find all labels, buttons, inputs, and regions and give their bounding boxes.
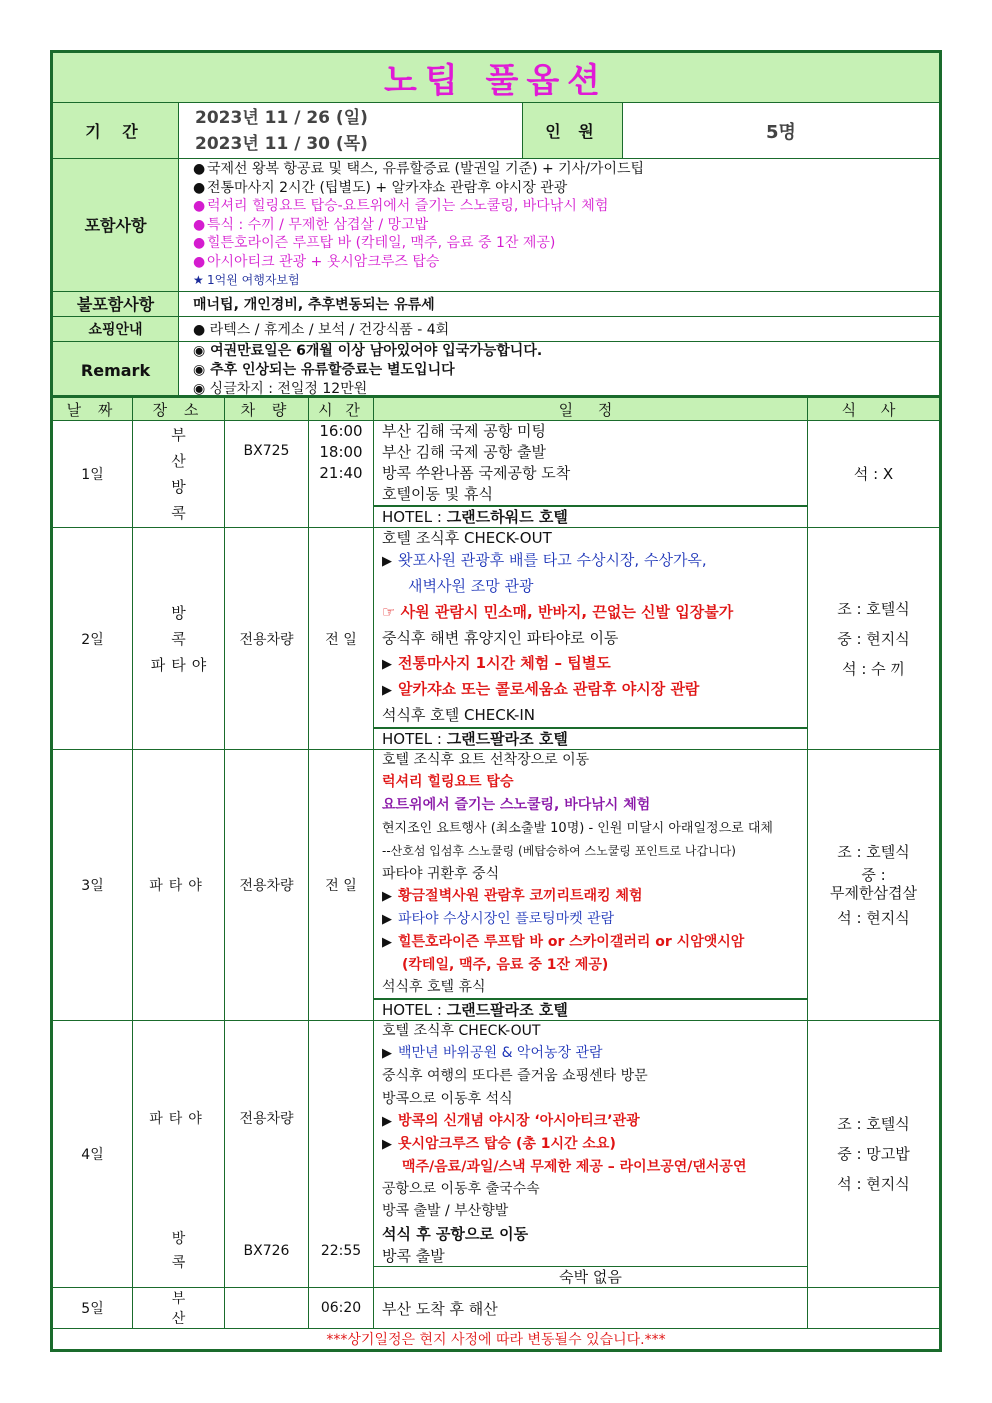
day3-time: 전 일: [309, 750, 374, 1021]
day3-meals: [808, 750, 940, 1021]
time-value: 22:55: [320, 1243, 362, 1259]
schedule-line: ▶ 황금절벽사원 관람후 코끼리트래킹 체험: [382, 888, 643, 904]
day3-place: 파타야: [133, 750, 225, 1021]
schedule-line: 석식후 호텔 CHECK-IN: [382, 706, 536, 724]
meal-item: 석 : 현지식: [837, 1175, 910, 1193]
schedule-line: 새벽사원 조망 관광: [408, 577, 534, 595]
day5-row: [53, 1288, 940, 1329]
place-name: 방 콕: [171, 478, 212, 522]
schedule-line: 방콕 쑤완나폼 국제공항 도착: [382, 464, 571, 482]
day1-vehicle: BX725: [225, 421, 309, 528]
day5-meal: [808, 1288, 940, 1329]
triangle-icon: ▶: [382, 1114, 392, 1129]
schedule-line: 럭셔리 힐링요트 탑승: [382, 774, 514, 790]
day1-hotel: HOTEL : 그랜드하워드 호텔: [374, 505, 807, 527]
time-value: 18:00: [319, 443, 363, 461]
schedule-line: ▶ 방콕의 신개념 야시장 ‘아시아티크’관광: [382, 1113, 640, 1129]
meal-item: 조 : 호텔식: [837, 843, 910, 861]
footer-note: ***상기일정은 현지 사정에 따라 변동될수 있습니다.***: [53, 1329, 940, 1350]
meal-item: 조 : 호텔식: [837, 1115, 910, 1133]
schedule-line: 호텔 조식후 요트 선착장으로 이동: [382, 752, 590, 768]
schedule-line: ☞ 사원 관람시 민소매, 반바지, 끈없는 신발 입장불가: [382, 603, 734, 621]
meal-item: 석 : 수 끼: [842, 659, 905, 678]
day4-row: [53, 1021, 940, 1288]
schedule-line: ▶ 왓포사원 관광후 배를 타고 수상시장, 수상가옥,: [382, 551, 707, 569]
day2-label: 2일: [53, 528, 133, 750]
time-value: 16:00: [319, 422, 363, 440]
schedule-line: 석식후 호텔 휴식: [382, 979, 486, 995]
header-time: 시 간: [309, 398, 374, 421]
meal-item: 중 : 망고밥: [837, 1145, 910, 1163]
included-item: ★ 1억원 여행자보험: [193, 273, 300, 287]
header-place: 장 소: [133, 398, 225, 421]
schedule-line: 방콕으로 이동후 석식: [382, 1091, 513, 1107]
day5-vehicle: [225, 1288, 309, 1329]
schedule-line: ▶ 전통마사지 1시간 체험 – 팁별도: [382, 654, 611, 672]
day4-meals: [808, 1021, 940, 1288]
day2-hotel: HOTEL : 그랜드팔라조 호텔: [374, 727, 807, 749]
schedule-line: 요트위에서 즐기는 스노쿨링, 바다낚시 체험: [382, 797, 651, 813]
schedule-line: 파타야 귀환후 중식: [382, 866, 500, 882]
day4-time: [309, 1021, 374, 1288]
schedule-line: 공항으로 이동후 출국수속: [382, 1181, 540, 1197]
included-label: 포함사항: [53, 159, 179, 292]
day2-vehicle: 전용차량: [225, 528, 309, 750]
shopping-label: 쇼핑안내: [53, 316, 179, 341]
schedule-line: 방콕 출발: [382, 1247, 445, 1265]
header-schedule: 일 정: [374, 398, 808, 421]
place-name: 파타야: [149, 1111, 208, 1127]
schedule-line: 중식후 여행의 또다른 즐거움 쇼핑센타 방문: [382, 1068, 648, 1084]
included-item: ● 전통마사지 2시간 (팁별도) + 알카쟈쇼 관람후 야시장 관광: [193, 179, 568, 196]
schedule-line: ▶ 알카쟈쇼 또는 콜로세움쇼 관람후 야시장 관람: [382, 680, 700, 698]
day1-row: [53, 421, 940, 528]
day2-schedule: [374, 528, 808, 750]
schedule-line: (칵테일, 맥주, 음료 중 1잔 제공): [402, 957, 609, 973]
day1-times: [309, 421, 374, 528]
day3-label: 3일: [53, 750, 133, 1021]
end-date: 2023년 11 / 30 (목): [195, 133, 368, 154]
vehicle-value: 전용차량: [239, 1111, 294, 1127]
day1-meal: 석 : X: [808, 421, 940, 528]
meal-item: 무제한삼겹살: [830, 884, 917, 902]
schedule-line: ▶ 백만년 바위공원 & 악어농장 관람: [382, 1045, 603, 1061]
schedule-line: ▶ 파타야 수상시장인 플로팅마켓 관람: [382, 911, 615, 927]
vehicle-value: BX726: [243, 1243, 290, 1259]
schedule-line: 호텔이동 및 휴식: [382, 485, 493, 503]
excluded-label: 불포함사항: [53, 291, 179, 316]
remark-list: [179, 341, 940, 399]
day4-vehicles: [225, 1021, 309, 1288]
day4-schedule: [374, 1021, 808, 1288]
shopping-text: ● 라텍스 / 휴게소 / 보석 / 건강식품 - 4회: [179, 316, 940, 341]
place-name: 부 산: [171, 426, 212, 470]
day5-place: 부 산: [133, 1288, 225, 1329]
triangle-icon: ▶: [382, 657, 392, 672]
place-name: 방 콕: [171, 1231, 212, 1271]
schedule-line: 부산 김해 국제 공항 미팅: [382, 422, 546, 440]
place-name: 파타야: [150, 655, 213, 674]
page-title: 노팁 풀옵션: [383, 61, 609, 101]
title-cell: [53, 53, 940, 103]
day5-schedule: 부산 도착 후 해산: [374, 1288, 808, 1329]
period-label: 기 간: [53, 103, 179, 159]
remark-item: ◉ 싱글차지 : 전일정 12만원: [193, 380, 368, 397]
day1-places: [133, 421, 225, 528]
place-name: 방 콕: [171, 603, 212, 648]
included-item: ● 특식 : 수끼 / 무제한 삼겹살 / 망고밥: [193, 216, 429, 233]
schedule-line: 부산 김해 국제 공항 출발: [382, 443, 546, 461]
meal-item: 조 : 호텔식: [837, 599, 910, 618]
day1-label: 1일: [53, 421, 133, 528]
excluded-text: 매너팁, 개인경비, 추후변동되는 유류세: [179, 291, 940, 316]
triangle-icon: ▶: [382, 889, 392, 904]
schedule-line: 호텔 조식후 CHECK-OUT: [382, 529, 552, 547]
schedule-line: --산호섬 입섬후 스노쿨링 (베탑승하여 스노쿨링 포인트로 나갑니다): [382, 844, 736, 858]
day3-vehicle: 전용차량: [225, 750, 309, 1021]
period-dates: [179, 103, 523, 159]
included-item: ● 힐튼호라이즌 루프탑 바 (칵테일, 맥주, 음료 중 1잔 제공): [193, 235, 556, 251]
schedule-line: 호텔 조식후 CHECK-OUT: [382, 1023, 541, 1039]
itinerary-table: [52, 397, 940, 1350]
schedule-line: 맥주/음료/과일/스낵 무제한 제공 – 라이브공연/댄서공연: [402, 1159, 747, 1175]
people-label: 인 원: [523, 103, 623, 159]
triangle-icon: ▶: [382, 1046, 392, 1061]
triangle-icon: ▶: [382, 1137, 392, 1152]
day3-hotel: HOTEL : 그랜드팔라조 호텔: [374, 998, 807, 1020]
day5-time: 06:20: [309, 1288, 374, 1329]
day3-row: [53, 750, 940, 1021]
triangle-icon: ▶: [382, 912, 392, 927]
day3-schedule: [374, 750, 808, 1021]
day4-label: 4일: [53, 1021, 133, 1288]
meal-item: 중 :: [861, 866, 886, 884]
included-list: [179, 159, 940, 292]
included-item: ● 아시아티크 관광 + 욧시암크루즈 탑승: [193, 253, 440, 270]
info-table: [52, 52, 940, 400]
meal-item: 석 : 현지식: [837, 909, 910, 927]
time-value: 21:40: [319, 464, 363, 482]
start-date: 2023년 11 / 26 (일): [195, 107, 368, 128]
day2-row: [53, 528, 940, 750]
schedule-line: 석식 후 공항으로 이동: [382, 1225, 529, 1243]
included-item: ● 국제선 왕복 항공료 및 택스, 유류할증료 (발권일 기준) + 기사/가이드팁: [193, 161, 645, 177]
day2-places: [133, 528, 225, 750]
schedule-line: ▶ 욧시암크루즈 탑승 (총 1시간 소요): [382, 1136, 616, 1152]
triangle-icon: ▶: [382, 554, 392, 569]
header-date: 날 짜: [53, 398, 133, 421]
remark-item: ◉ 추후 인상되는 유류할증료는 별도입니다: [193, 361, 455, 378]
day2-meals: [808, 528, 940, 750]
day1-schedule: [374, 421, 808, 528]
meal-item: 중 : 현지식: [837, 629, 910, 648]
schedule-line: 중식후 해변 휴양지인 파타야로 이동: [382, 629, 619, 647]
triangle-icon: ▶: [382, 683, 392, 698]
schedule-line: ▶ 힐튼호라이즌 루프탑 바 or 스카이갤러리 or 시암앳시암: [382, 934, 745, 950]
day2-time: 전 일: [309, 528, 374, 750]
included-item: ● 럭셔리 힐링요트 탑승-요트위에서 즐기는 스노쿨링, 바다낚시 체험: [193, 198, 609, 214]
header-meal: 식 사: [808, 398, 940, 421]
schedule-line: 현지조인 요트행사 (최소출발 10명) - 인원 미달시 아래일정으로 대체: [382, 821, 773, 836]
triangle-icon: ▶: [382, 935, 392, 950]
day4-places: [133, 1021, 225, 1288]
people-value: 5명: [623, 103, 940, 159]
schedule-line: 방콕 출발 / 부산향발: [382, 1203, 509, 1219]
remark-item: ◉ 여권만료일은 6개월 이상 남아있어야 입국가능합니다.: [193, 342, 543, 359]
day4-no-stay: 숙박 없음: [374, 1266, 807, 1287]
day5-label: 5일: [53, 1288, 133, 1329]
header-vehicle: 차 량: [225, 398, 309, 421]
remark-label: Remark: [53, 341, 179, 399]
